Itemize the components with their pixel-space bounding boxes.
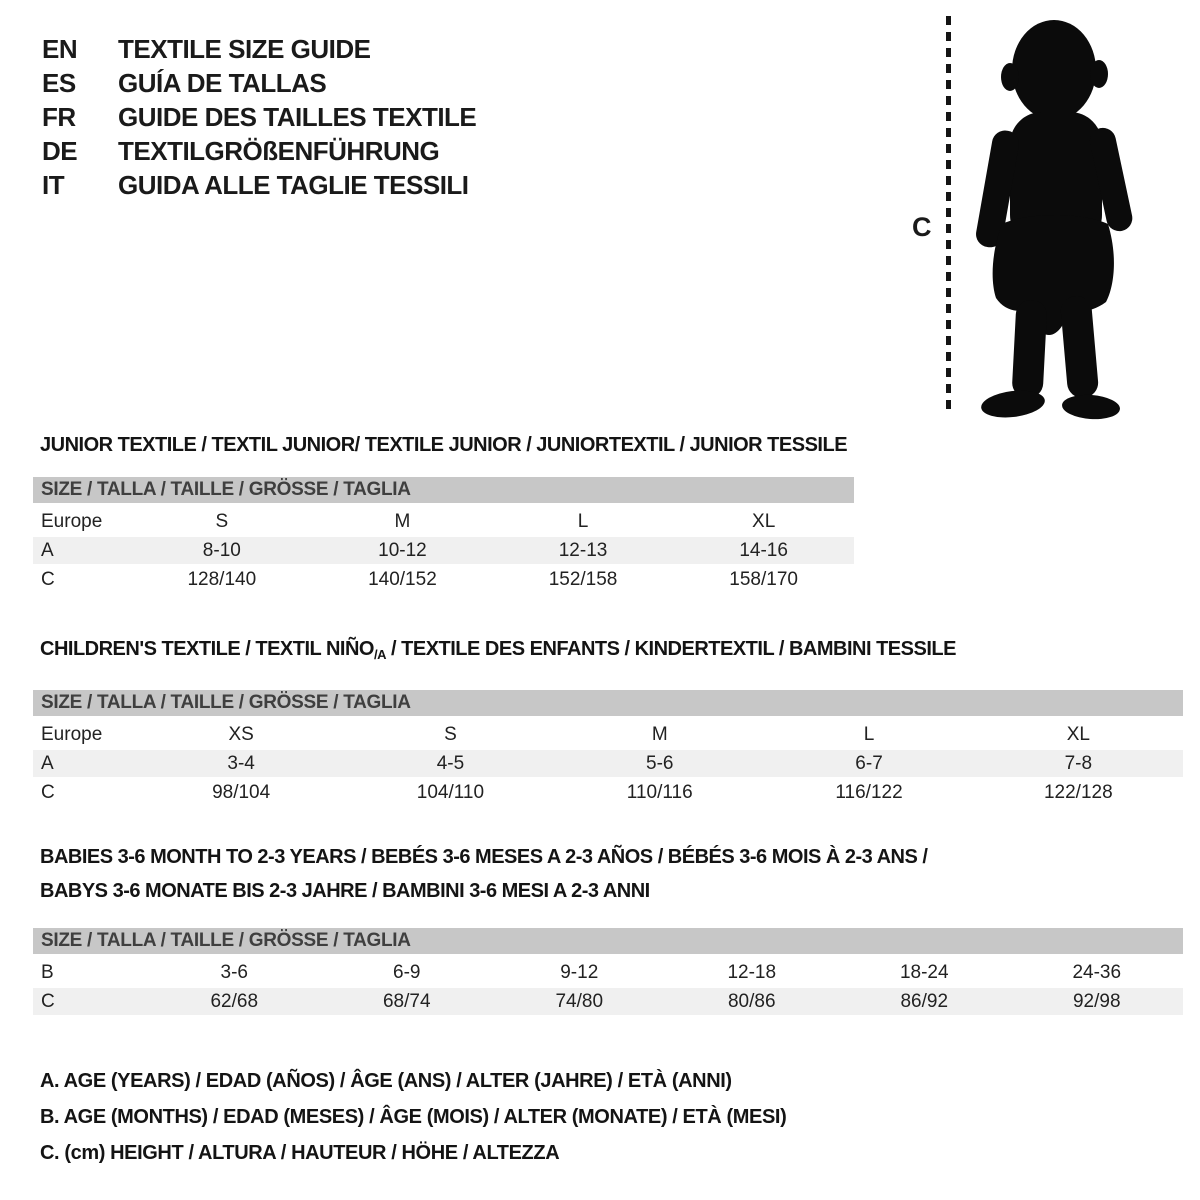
size-cell: 128/140 xyxy=(187,569,257,590)
size-cell: 98/104 xyxy=(212,782,271,803)
row-label: C xyxy=(41,569,55,590)
baby-foot-right xyxy=(1061,393,1121,421)
guide-title: TEXTILGRÖßENFÜHRUNG xyxy=(118,136,440,166)
size-cell: 62/68 xyxy=(210,991,259,1012)
guide-title: GUÍA DE TALLAS xyxy=(118,68,327,98)
size-header-bar: SIZE / TALLA / TAILLE / GRÖSSE / TAGLIA xyxy=(33,690,1183,716)
legend-line-c: C. (cm) HEIGHT / ALTURA / HAUTEUR / HÖHE / ALTEZZA xyxy=(40,1142,560,1164)
size-cell: 158/170 xyxy=(729,569,798,590)
size-cell: 116/122 xyxy=(835,782,903,803)
table-row xyxy=(33,779,1183,806)
size-cell: 6-7 xyxy=(855,753,883,774)
table-row xyxy=(33,566,854,593)
row-label: A xyxy=(41,540,54,561)
babies-size-table xyxy=(33,928,1183,1017)
table-row xyxy=(33,750,1183,777)
junior-section-heading: JUNIOR TEXTILE / TEXTIL JUNIOR/ TEXTILE JUNIOR / JUNIORTEXTIL / JUNIOR TESSILE xyxy=(40,434,848,456)
size-cell: 18-24 xyxy=(899,962,949,983)
junior-size-table xyxy=(33,477,854,595)
legend-line-a: A. AGE (YEARS) / EDAD (AÑOS) / ÂGE (ANS) / ALTER (JAHRE) / ETÀ (ANNI) xyxy=(40,1070,732,1092)
size-header-bar: SIZE / TALLA / TAILLE / GRÖSSE / TAGLIA xyxy=(33,928,1183,954)
baby-leg-right xyxy=(1060,295,1100,399)
size-cell: XL xyxy=(752,511,776,532)
table-row xyxy=(33,537,854,564)
size-cell: 24-36 xyxy=(1072,962,1122,983)
table-row xyxy=(33,508,854,535)
children-heading-text: CHILDREN'S TEXTILE / TEXTIL NIÑO xyxy=(40,638,374,660)
size-cell: L xyxy=(577,511,589,532)
size-cell: M xyxy=(394,511,411,532)
babies-section-heading-line2: BABYS 3-6 MONATE BIS 2-3 JAHRE / BAMBINI 3-6 MESI A 2-3 ANNI xyxy=(40,880,650,902)
language-code: EN xyxy=(42,34,78,64)
baby-head xyxy=(1012,20,1096,120)
row-label: Europe xyxy=(41,511,103,532)
row-label: C xyxy=(41,991,55,1012)
language-code: IT xyxy=(42,170,65,200)
size-cell: 7-8 xyxy=(1064,753,1093,774)
size-cell: 12-13 xyxy=(558,540,608,561)
row-label: C xyxy=(41,782,55,803)
toddler-silhouette-image xyxy=(958,12,1150,424)
babies-section-heading-line1: BABIES 3-6 MONTH TO 2-3 YEARS / BEBÉS 3-6 MESES A 2-3 AÑOS / BÉBÉS 3-6 MOIS À 2-3 ANS / xyxy=(40,846,928,868)
baby-leg-left xyxy=(1011,299,1047,398)
size-cell: 5-6 xyxy=(646,753,674,774)
size-cell: S xyxy=(215,511,229,532)
guide-title: TEXTILE SIZE GUIDE xyxy=(118,34,371,64)
size-cell: 122/128 xyxy=(1043,782,1113,803)
children-heading-text: / TEXTILE DES ENFANTS / KINDERTEXTIL / BAMBINI TESSILE xyxy=(385,638,956,660)
size-cell: 3-6 xyxy=(220,962,248,983)
language-title-list xyxy=(42,32,476,202)
size-cell: 6-9 xyxy=(393,962,421,983)
row-label: A xyxy=(41,753,54,774)
table-row xyxy=(33,988,1183,1015)
size-cell: XL xyxy=(1066,724,1090,745)
size-cell: L xyxy=(863,724,875,745)
size-cell: 140/152 xyxy=(368,569,437,590)
size-cell: 80/86 xyxy=(727,991,776,1012)
children-size-table xyxy=(33,690,1183,808)
table-row xyxy=(33,959,1183,986)
size-cell: 12-18 xyxy=(727,962,777,983)
size-cell: 92/98 xyxy=(1072,991,1121,1012)
size-cell: 4-5 xyxy=(436,753,465,774)
language-code: ES xyxy=(42,68,76,98)
table-row xyxy=(33,721,1183,748)
size-cell: 10-12 xyxy=(378,540,427,561)
size-cell: 104/110 xyxy=(416,782,485,803)
size-header-bar: SIZE / TALLA / TAILLE / GRÖSSE / TAGLIA xyxy=(33,477,854,503)
language-row-fr xyxy=(42,100,476,134)
children-section-heading xyxy=(40,638,956,662)
row-label: Europe xyxy=(41,724,103,745)
size-cell: 9-12 xyxy=(560,962,599,983)
size-cell: 152/158 xyxy=(548,569,618,590)
size-cell: 8-10 xyxy=(202,540,241,561)
size-cell: 110/116 xyxy=(626,782,693,803)
size-cell: XS xyxy=(228,724,254,745)
height-measure-label: C xyxy=(912,212,932,242)
language-code: FR xyxy=(42,102,76,132)
children-heading-subscript: /A xyxy=(373,647,386,662)
size-cell: 74/80 xyxy=(555,991,604,1012)
language-row-it xyxy=(42,168,476,202)
size-cell: S xyxy=(444,724,457,745)
language-code: DE xyxy=(42,136,78,166)
legend-line-b: B. AGE (MONTHS) / EDAD (MESES) / ÂGE (MOIS) / ALTER (MONATE) / ETÀ (MESI) xyxy=(40,1106,787,1128)
baby-ear-right xyxy=(1090,60,1108,88)
size-cell: 68/74 xyxy=(382,991,431,1012)
size-cell: 3-4 xyxy=(227,753,255,774)
guide-title: GUIDE DES TAILLES TEXTILE xyxy=(118,102,477,132)
size-cell: M xyxy=(651,724,668,745)
row-label: B xyxy=(41,962,54,983)
size-cell: 86/92 xyxy=(900,991,949,1012)
language-row-es xyxy=(42,66,476,100)
language-row-en xyxy=(42,32,476,66)
guide-title: GUIDA ALLE TAGLIE TESSILI xyxy=(118,170,469,200)
baby-ear-left xyxy=(1001,63,1019,91)
baby-shorts xyxy=(993,215,1114,335)
height-measure-dashed-line xyxy=(946,16,951,416)
language-row-de xyxy=(42,134,476,168)
size-cell: 14-16 xyxy=(739,540,788,561)
